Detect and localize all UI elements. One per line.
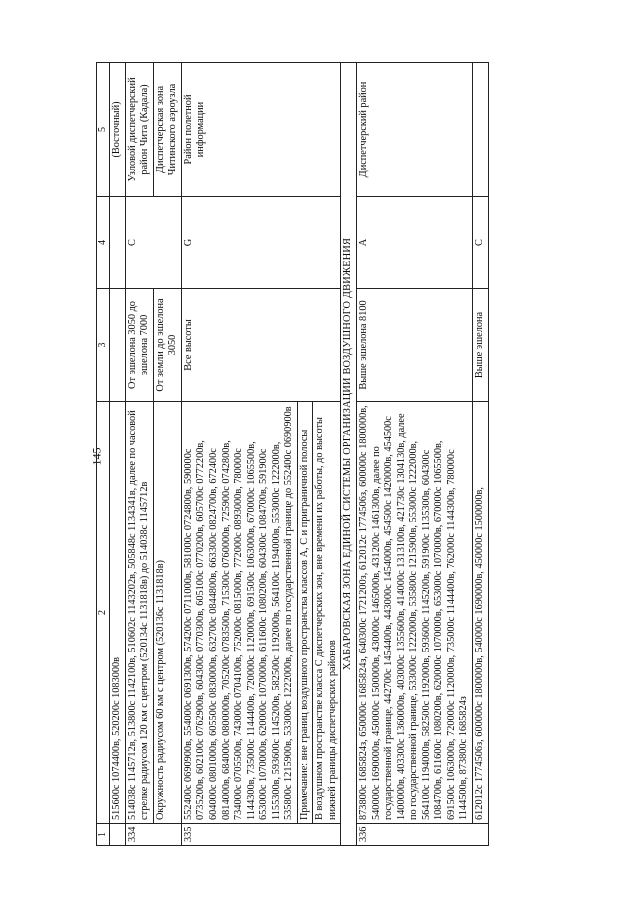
unit-cell: Диспетчерская зона Читинского аэроузла — [153, 63, 181, 197]
unit-cell: (Восточный) — [110, 63, 126, 197]
altitude-cell: Выше эшелона 8100 — [357, 289, 473, 402]
route-cell: 612012с 1774506з, 600000с 1800000в, 540000с 1690000в, 450000с 1500000в, — [472, 402, 488, 824]
class-cell: G — [181, 197, 341, 289]
unit-cell: Район полетной информации — [181, 63, 341, 197]
route-cell: 514038с 1145712в, 513800с 1142100в, 510602с 1143202в, 505848с 1134341в, далее по часовой стрелке радиусом 120 км с центром (520134с 1131818в) до 514038с 1145712в — [125, 402, 153, 824]
note-text: В воздушном пространстве класса С диспетчерских зон, вне времени их работы, до высоты нижней границы диспетчерских районов — [313, 402, 341, 824]
zone-title-row — [341, 63, 357, 846]
route-cell: Окружность радиусом 60 км с центром (520136с 1131818в) — [153, 402, 181, 824]
table-row-334b — [153, 63, 181, 846]
route-cell: 515600с 1074400в, 520200с 1083000в — [110, 402, 126, 824]
rotated-table-sheet — [96, 63, 485, 846]
altitude-cell: Все высоты — [181, 289, 341, 402]
altitude-cell: От земли до эшелона 3050 — [153, 289, 181, 402]
route-cell: 873800с 1685824з, 650000с 1685824з, 640300с 1721200з, 612012с 1774506з, 600000с 1800000в, 540000с 1690000в, 450000с 1500000в, 430000с 1465000в, 431200с 1461300в, далее по государственной границе, 442700с 1454400в, 443000с 1454000в, 454500с 1420000в, 454500с 1400000в, 403300с 1360000в, 403000с 1355600в, 414000с 1313100в, 421730с 1304130в, далее по государственной границе, 533000с 1222000в, 535800с 1215900в, 553000с 1222000в, 564100с 1194000в, 582500с 1192000в, 593600с 1145200в, 591900с 1135300в, 604300с 1084700в, 611600с 1080200в, 620000с 1070000в, 653000с 1070000в, 670000с 1065500в, 691500с 1063000в, 720000с 1120000в, 735000с 1144400в, 762000с 1144300в, 780000с 1144500в, 873800с 1685824з — [357, 402, 473, 824]
class-cell: С — [125, 197, 181, 289]
header-col-2: 2 — [97, 402, 110, 824]
header-col-5: 5 — [97, 63, 110, 197]
unit-cell: Узловой диспетчерский район Чита (Кадала) — [125, 63, 153, 197]
row-number: 336 — [357, 824, 488, 846]
altitude-cell: Выше эшелона — [472, 289, 488, 402]
header-col-1: 1 — [97, 824, 110, 846]
class-cell: А — [357, 197, 473, 289]
table-row-334a — [125, 63, 153, 846]
note-text: Примечание: вне границ воздушного пространства классов А, С и приграничной полосы — [297, 402, 313, 824]
route-cell: 552400с 0690900в, 554000с 0691300в, 574200с 0711000в, 581000с 0724800в, 590000с 0735200в, 602100с 0762900в, 604300с 0770300в, 605100с 0770200в, 605700с 0772200в, 604000с 0801000в, 605500с 0830000в, 632700с 0844800в, 663300с 0824700в, 672400с 0814000в, 684000с 0800000в, 705200с 0783500в, 715300с 0760000в, 725900с 0742800в, 734000с 0705500в, 743000с 0704100в, 752000с 0815000в, 772000с 0893000в, 780000с 1144300в, 735000с 1144400в, 720000с 1120000в, 691500с 1063000в, 670000с 1065500в, 653000с 1070000в, 620000с 1070000в, 611600с 1080200в, 604300с 1084700в, 591900с 1155300в, 593600с 1145200в, 582500с 1192000в, 564100с 1194000в, 553000с 1222000в, 535800с 1215900в, 533000с 1222000в, далее по государственной границе до 552400с 0690900в — [181, 402, 297, 824]
table-row-335 — [181, 63, 297, 846]
zone-title: ХАБАРОВСКАЯ ЗОНА ЕДИНОЙ СИСТЕМЫ ОРГАНИЗАЦИИ ВОЗДУШНОГО ДВИЖЕНИЯ — [341, 63, 357, 846]
row-number: 335 — [181, 824, 341, 846]
header-row — [97, 63, 110, 846]
page-number: 145 — [89, 447, 104, 466]
class-cell: С — [472, 197, 488, 289]
altitude-cell: От эшелона 3050 до эшелона 7000 — [125, 289, 153, 402]
table-row — [110, 63, 126, 846]
unit-cell: Диспетчерский район — [357, 63, 473, 197]
table-row-336 — [357, 63, 473, 846]
header-col-4: 4 — [97, 197, 110, 289]
table-row-last — [472, 63, 488, 846]
row-number: 334 — [125, 824, 181, 846]
header-col-3: 3 — [97, 289, 110, 402]
airspace-table — [96, 62, 489, 846]
